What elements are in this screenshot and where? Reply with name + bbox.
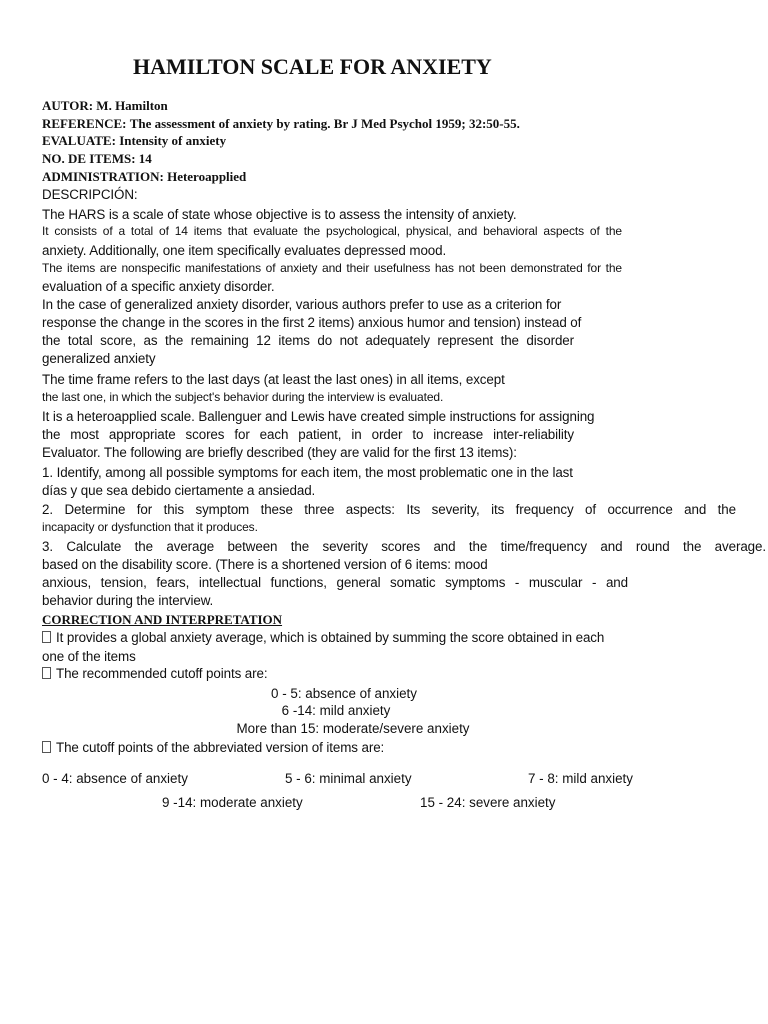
cutoff-item: 0 - 5: absence of anxiety [271, 686, 417, 701]
abbreviated-cutoff-item: 15 - 24: severe anxiety [420, 795, 556, 810]
body-line: the last one, in which the subject's behavior during the interview is evaluated. [42, 390, 444, 404]
bullet-text: The recommended cutoff points are: [56, 666, 268, 681]
body-line: anxious, tension, fears, intellectual functions, general somatic symptoms - muscular - and [42, 575, 628, 590]
abbreviated-cutoff-item: 5 - 6: minimal anxiety [285, 771, 412, 786]
body-line: The items are nonspecific manifestations of anxiety and their usefulness has not been demonstrated for the [42, 261, 622, 275]
body-line: the total score, as the remaining 12 items do not adequately represent the disorder [42, 333, 574, 348]
meta-evaluate [42, 133, 226, 149]
meta-author [42, 98, 168, 114]
meta-administration [42, 169, 246, 185]
bullet-box-icon [42, 631, 51, 643]
body-line: evaluation of a specific anxiety disorder. [42, 279, 275, 294]
cutoff-item: More than 15: moderate/severe anxiety [236, 721, 470, 736]
bullet-continuation: one of the items [42, 649, 136, 664]
body-line: It consists of a total of 14 items that evaluate the psychological, physical, and behavioral aspects of the [42, 224, 622, 238]
bullet-text: The cutoff points of the abbreviated version of items are: [56, 740, 385, 755]
bullet-text: It provides a global anxiety average, which is obtained by summing the score obtained in each [56, 630, 605, 645]
meta-evaluate-value: Intensity of anxiety [119, 133, 227, 148]
body-line: The HARS is a scale of state whose objective is to assess the intensity of anxiety. [42, 207, 517, 222]
body-line: 3. Calculate the average between the severity scores and the time/frequency and round the average. [42, 539, 766, 554]
body-line: Evaluator. The following are briefly described (they are valid for the first 13 items): [42, 445, 517, 460]
meta-items-value: 14 [138, 151, 152, 166]
bullet-box-icon [42, 667, 51, 679]
abbreviated-cutoff-item: 0 - 4: absence of anxiety [42, 771, 188, 786]
body-line: anxiety. Additionally, one item specifically evaluates depressed mood. [42, 243, 447, 258]
cutoff-item: 6 -14: mild anxiety [281, 703, 391, 718]
body-line: the most appropriate scores for each patient, in order to increase inter-reliability [42, 427, 574, 442]
meta-evaluate-key: EVALUATE: [42, 133, 116, 148]
body-line: behavior during the interview. [42, 593, 214, 608]
body-line: based on the disability score. (There is a shortened version of 6 items: mood [42, 557, 488, 572]
body-line: incapacity or dysfunction that it produces. [42, 520, 258, 534]
body-line: The time frame refers to the last days (at least the last ones) in all items, except [42, 372, 505, 387]
meta-administration-value: Heteroapplied [167, 169, 247, 184]
body-line: días y que sea debido ciertamente a ansiedad. [42, 483, 316, 498]
body-line: response the change in the scores in the first 2 items) anxious humor and tension) instead of [42, 315, 582, 330]
meta-items [42, 151, 152, 167]
abbreviated-cutoff-item: 7 - 8: mild anxiety [528, 771, 633, 786]
meta-items-key: NO. DE ITEMS: [42, 151, 136, 166]
meta-author-key: AUTOR: [42, 98, 94, 113]
bullet-item [42, 740, 384, 755]
body-line: In the case of generalized anxiety disorder, various authors prefer to use as a criterion for [42, 297, 562, 312]
bullet-box-icon [42, 741, 51, 753]
body-line: It is a heteroapplied scale. Ballenguer and Lewis have created simple instructions for assigning [42, 409, 595, 424]
abbreviated-cutoff-item: 9 -14: moderate anxiety [162, 795, 303, 810]
meta-author-value: M. Hamilton [96, 98, 168, 113]
document-title: HAMILTON SCALE FOR ANXIETY [133, 54, 492, 79]
body-line: 2. Determine for this symptom these three aspects: Its severity, its frequency of occurrence and the [42, 502, 736, 517]
correction-heading: CORRECTION AND INTERPRETATION [42, 612, 283, 627]
meta-reference-key: REFERENCE: [42, 116, 127, 131]
meta-administration-key: ADMINISTRATION: [42, 169, 164, 184]
description-label: DESCRIPCIÓN: [42, 187, 138, 202]
body-line: 1. Identify, among all possible symptoms for each item, the most problematic one in the last [42, 465, 573, 480]
body-line: generalized anxiety [42, 351, 156, 366]
bullet-item [42, 630, 604, 645]
meta-reference-value: The assessment of anxiety by rating. Br J Med Psychol 1959; 32:50-55. [129, 116, 520, 131]
meta-reference [42, 116, 520, 132]
bullet-item [42, 666, 267, 681]
